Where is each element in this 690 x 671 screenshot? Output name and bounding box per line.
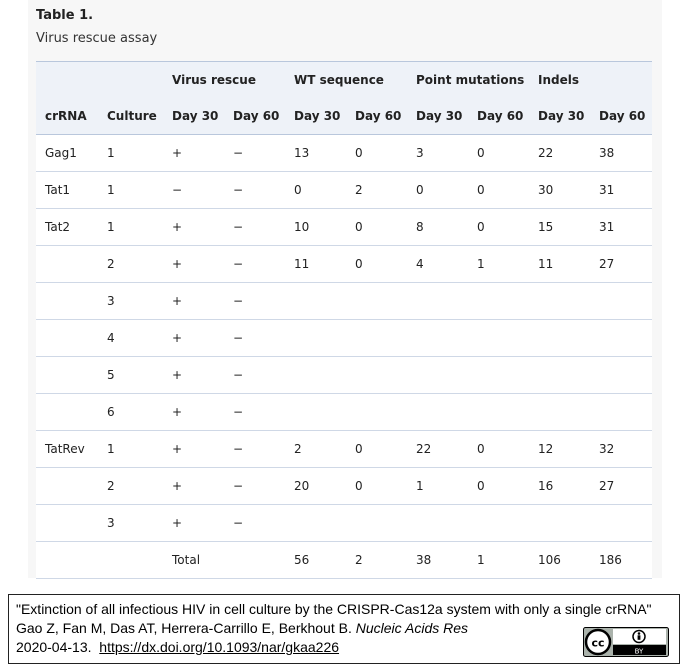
table-cell: −: [224, 320, 285, 357]
table-row: [36, 209, 652, 246]
table-cell: [468, 283, 529, 320]
table-cell: +: [163, 209, 224, 246]
table-cell: 31: [590, 172, 652, 209]
svg-text:cc: cc: [591, 636, 605, 650]
table-cell: 1: [98, 172, 163, 209]
table-cell: [407, 283, 468, 320]
table-row: [36, 246, 652, 283]
table-cell: 16: [529, 468, 590, 505]
group-header-cell: [98, 62, 163, 99]
table-cell: 6: [98, 394, 163, 431]
table-cell: 11: [529, 246, 590, 283]
table-cell: −: [224, 246, 285, 283]
table-cell: [407, 505, 468, 542]
table-cell: 3: [98, 505, 163, 542]
table-cell: Total: [163, 542, 224, 579]
table-cell: Tat2: [36, 209, 98, 246]
table-cell: 0: [468, 468, 529, 505]
table-cell: Tat1: [36, 172, 98, 209]
table-cell: −: [224, 431, 285, 468]
table-cell: 38: [590, 135, 652, 172]
table-cell: [529, 283, 590, 320]
table-row: [36, 394, 652, 431]
table-cell: 2: [98, 246, 163, 283]
group-header-cell: [590, 62, 652, 99]
table-cell: +: [163, 357, 224, 394]
column-header-cell: Culture: [98, 98, 163, 135]
table-cell: [529, 505, 590, 542]
table-cell: 1: [98, 431, 163, 468]
table-cell: Gag1: [36, 135, 98, 172]
cc-by-label: BY: [634, 647, 644, 656]
table-cell: [468, 394, 529, 431]
table-cell: 106: [529, 542, 590, 579]
table-cell: [36, 394, 98, 431]
table-cell: [590, 320, 652, 357]
table-cell: −: [163, 172, 224, 209]
table-cell: [346, 505, 407, 542]
table-cell: +: [163, 394, 224, 431]
table-cell: [285, 320, 346, 357]
table-cell: 1: [468, 246, 529, 283]
table-cell: 4: [98, 320, 163, 357]
table-cell: 22: [529, 135, 590, 172]
table-cell: 56: [285, 542, 346, 579]
table-cell: 11: [285, 246, 346, 283]
citation-journal: Nucleic Acids Res: [355, 620, 469, 636]
table-cell: 2: [346, 542, 407, 579]
table-cell: [346, 357, 407, 394]
table-cell: [36, 468, 98, 505]
table-cell: [346, 394, 407, 431]
table-cell: 27: [590, 468, 652, 505]
table-row: [36, 357, 652, 394]
table-cell: +: [163, 135, 224, 172]
table-row: [36, 320, 652, 357]
column-header-cell: Day 60: [224, 98, 285, 135]
table-cell: 32: [590, 431, 652, 468]
table-cell: −: [224, 172, 285, 209]
table-cell: [285, 283, 346, 320]
table-cell: 1: [468, 542, 529, 579]
table-cell: [590, 505, 652, 542]
table-cell: [529, 394, 590, 431]
table-cell: 1: [98, 135, 163, 172]
column-header-cell: Day 60: [468, 98, 529, 135]
table-cell: [285, 505, 346, 542]
table-cell: 0: [346, 135, 407, 172]
table-cell: 0: [468, 431, 529, 468]
table-cell: [285, 394, 346, 431]
table-cell: −: [224, 505, 285, 542]
table-cell: [590, 394, 652, 431]
table-row: [36, 542, 652, 579]
table-cell: −: [224, 135, 285, 172]
table-cell: 0: [346, 468, 407, 505]
table-cell: 4: [407, 246, 468, 283]
table-cell: +: [163, 468, 224, 505]
table-cell: 22: [407, 431, 468, 468]
table-cell: 8: [407, 209, 468, 246]
table-cell: 0: [346, 246, 407, 283]
table-cell: 186: [590, 542, 652, 579]
table-cell: 2: [98, 468, 163, 505]
table-cell: [36, 246, 98, 283]
table-cell: [346, 283, 407, 320]
column-header-cell: Day 30: [407, 98, 468, 135]
column-header-cell: Day 60: [346, 98, 407, 135]
table-cell: 12: [529, 431, 590, 468]
table-cell: +: [163, 246, 224, 283]
group-header-cell: Virus rescue: [172, 73, 256, 87]
column-header-cell: crRNA: [36, 98, 98, 135]
table-cell: [285, 357, 346, 394]
table-row: [36, 468, 652, 505]
table-cell: [36, 505, 98, 542]
cc-by-license-icon[interactable]: [583, 627, 669, 657]
table-cell: 15: [529, 209, 590, 246]
table-cell: [346, 320, 407, 357]
table-cell: [407, 320, 468, 357]
table-row: [36, 505, 652, 542]
virus-rescue-table: [36, 61, 652, 579]
table-cell: [529, 320, 590, 357]
table-cell: [36, 283, 98, 320]
citation-text: "Extinction of all infectious HIV in cell culture by the CRISPR-Cas12a system with only a single crRNA" Gao Z, Fan M, Das AT, Herrera-Carrillo E, Berkhout B.: [16, 601, 652, 636]
table-cell: 27: [590, 246, 652, 283]
table-cell: 0: [468, 209, 529, 246]
table-cell: [36, 357, 98, 394]
table-cell: +: [163, 505, 224, 542]
table-cell: 0: [285, 172, 346, 209]
table-cell: [36, 542, 98, 579]
table-cell: 2: [285, 431, 346, 468]
table-cell: 38: [407, 542, 468, 579]
column-header-cell: Day 30: [529, 98, 590, 135]
table-cell: [590, 283, 652, 320]
group-header-cell: Indels: [538, 73, 579, 87]
column-header-cell: Day 60: [590, 98, 652, 135]
column-header-cell: Day 30: [163, 98, 224, 135]
table-cell: 0: [468, 172, 529, 209]
table-cell: −: [224, 394, 285, 431]
table-cell: [407, 357, 468, 394]
table-row: [36, 135, 652, 172]
table-cell: −: [224, 209, 285, 246]
table-cell: −: [224, 283, 285, 320]
group-header-row: [36, 62, 652, 99]
table-row: [36, 172, 652, 209]
group-header-cell: WT sequence: [294, 73, 384, 87]
table-cell: 0: [468, 135, 529, 172]
table-cell: 2: [346, 172, 407, 209]
table-row: [36, 431, 652, 468]
table-cell: 30: [529, 172, 590, 209]
table-cell: 20: [285, 468, 346, 505]
table-title: Table 1.: [36, 8, 94, 23]
table-cell: [468, 505, 529, 542]
table-cell: [468, 357, 529, 394]
table-subtitle: Virus rescue assay: [36, 31, 158, 46]
table-cell: [36, 320, 98, 357]
table-cell: +: [163, 431, 224, 468]
group-header-cell: Point mutations: [416, 73, 525, 87]
column-header-cell: Day 30: [285, 98, 346, 135]
table-cell: [98, 542, 163, 579]
table-cell: +: [163, 283, 224, 320]
table-cell: 5: [98, 357, 163, 394]
table-cell: −: [224, 357, 285, 394]
table-cell: 3: [407, 135, 468, 172]
table-cell: 1: [407, 468, 468, 505]
citation-box: [8, 594, 680, 664]
table-cell: 0: [346, 431, 407, 468]
table-cell: −: [224, 468, 285, 505]
table-cell: +: [163, 320, 224, 357]
table-cell: 1: [98, 209, 163, 246]
table-body: [36, 135, 652, 579]
table-cell: 0: [346, 209, 407, 246]
table-row: [36, 283, 652, 320]
table-cell: [407, 394, 468, 431]
citation-date: 2020-04-13.: [16, 639, 92, 655]
table-cell: 3: [98, 283, 163, 320]
doi-link[interactable]: https://dx.doi.org/10.1093/nar/gkaa226: [99, 639, 340, 655]
table-cell: [224, 542, 285, 579]
table-cell: 13: [285, 135, 346, 172]
column-header-row: [36, 98, 652, 135]
table-cell: 0: [407, 172, 468, 209]
table-cell: 31: [590, 209, 652, 246]
group-header-cell: [36, 62, 98, 99]
table-cell: [468, 320, 529, 357]
table-cell: [590, 357, 652, 394]
table-cell: TatRev: [36, 431, 98, 468]
table-cell: [529, 357, 590, 394]
table-cell: 10: [285, 209, 346, 246]
